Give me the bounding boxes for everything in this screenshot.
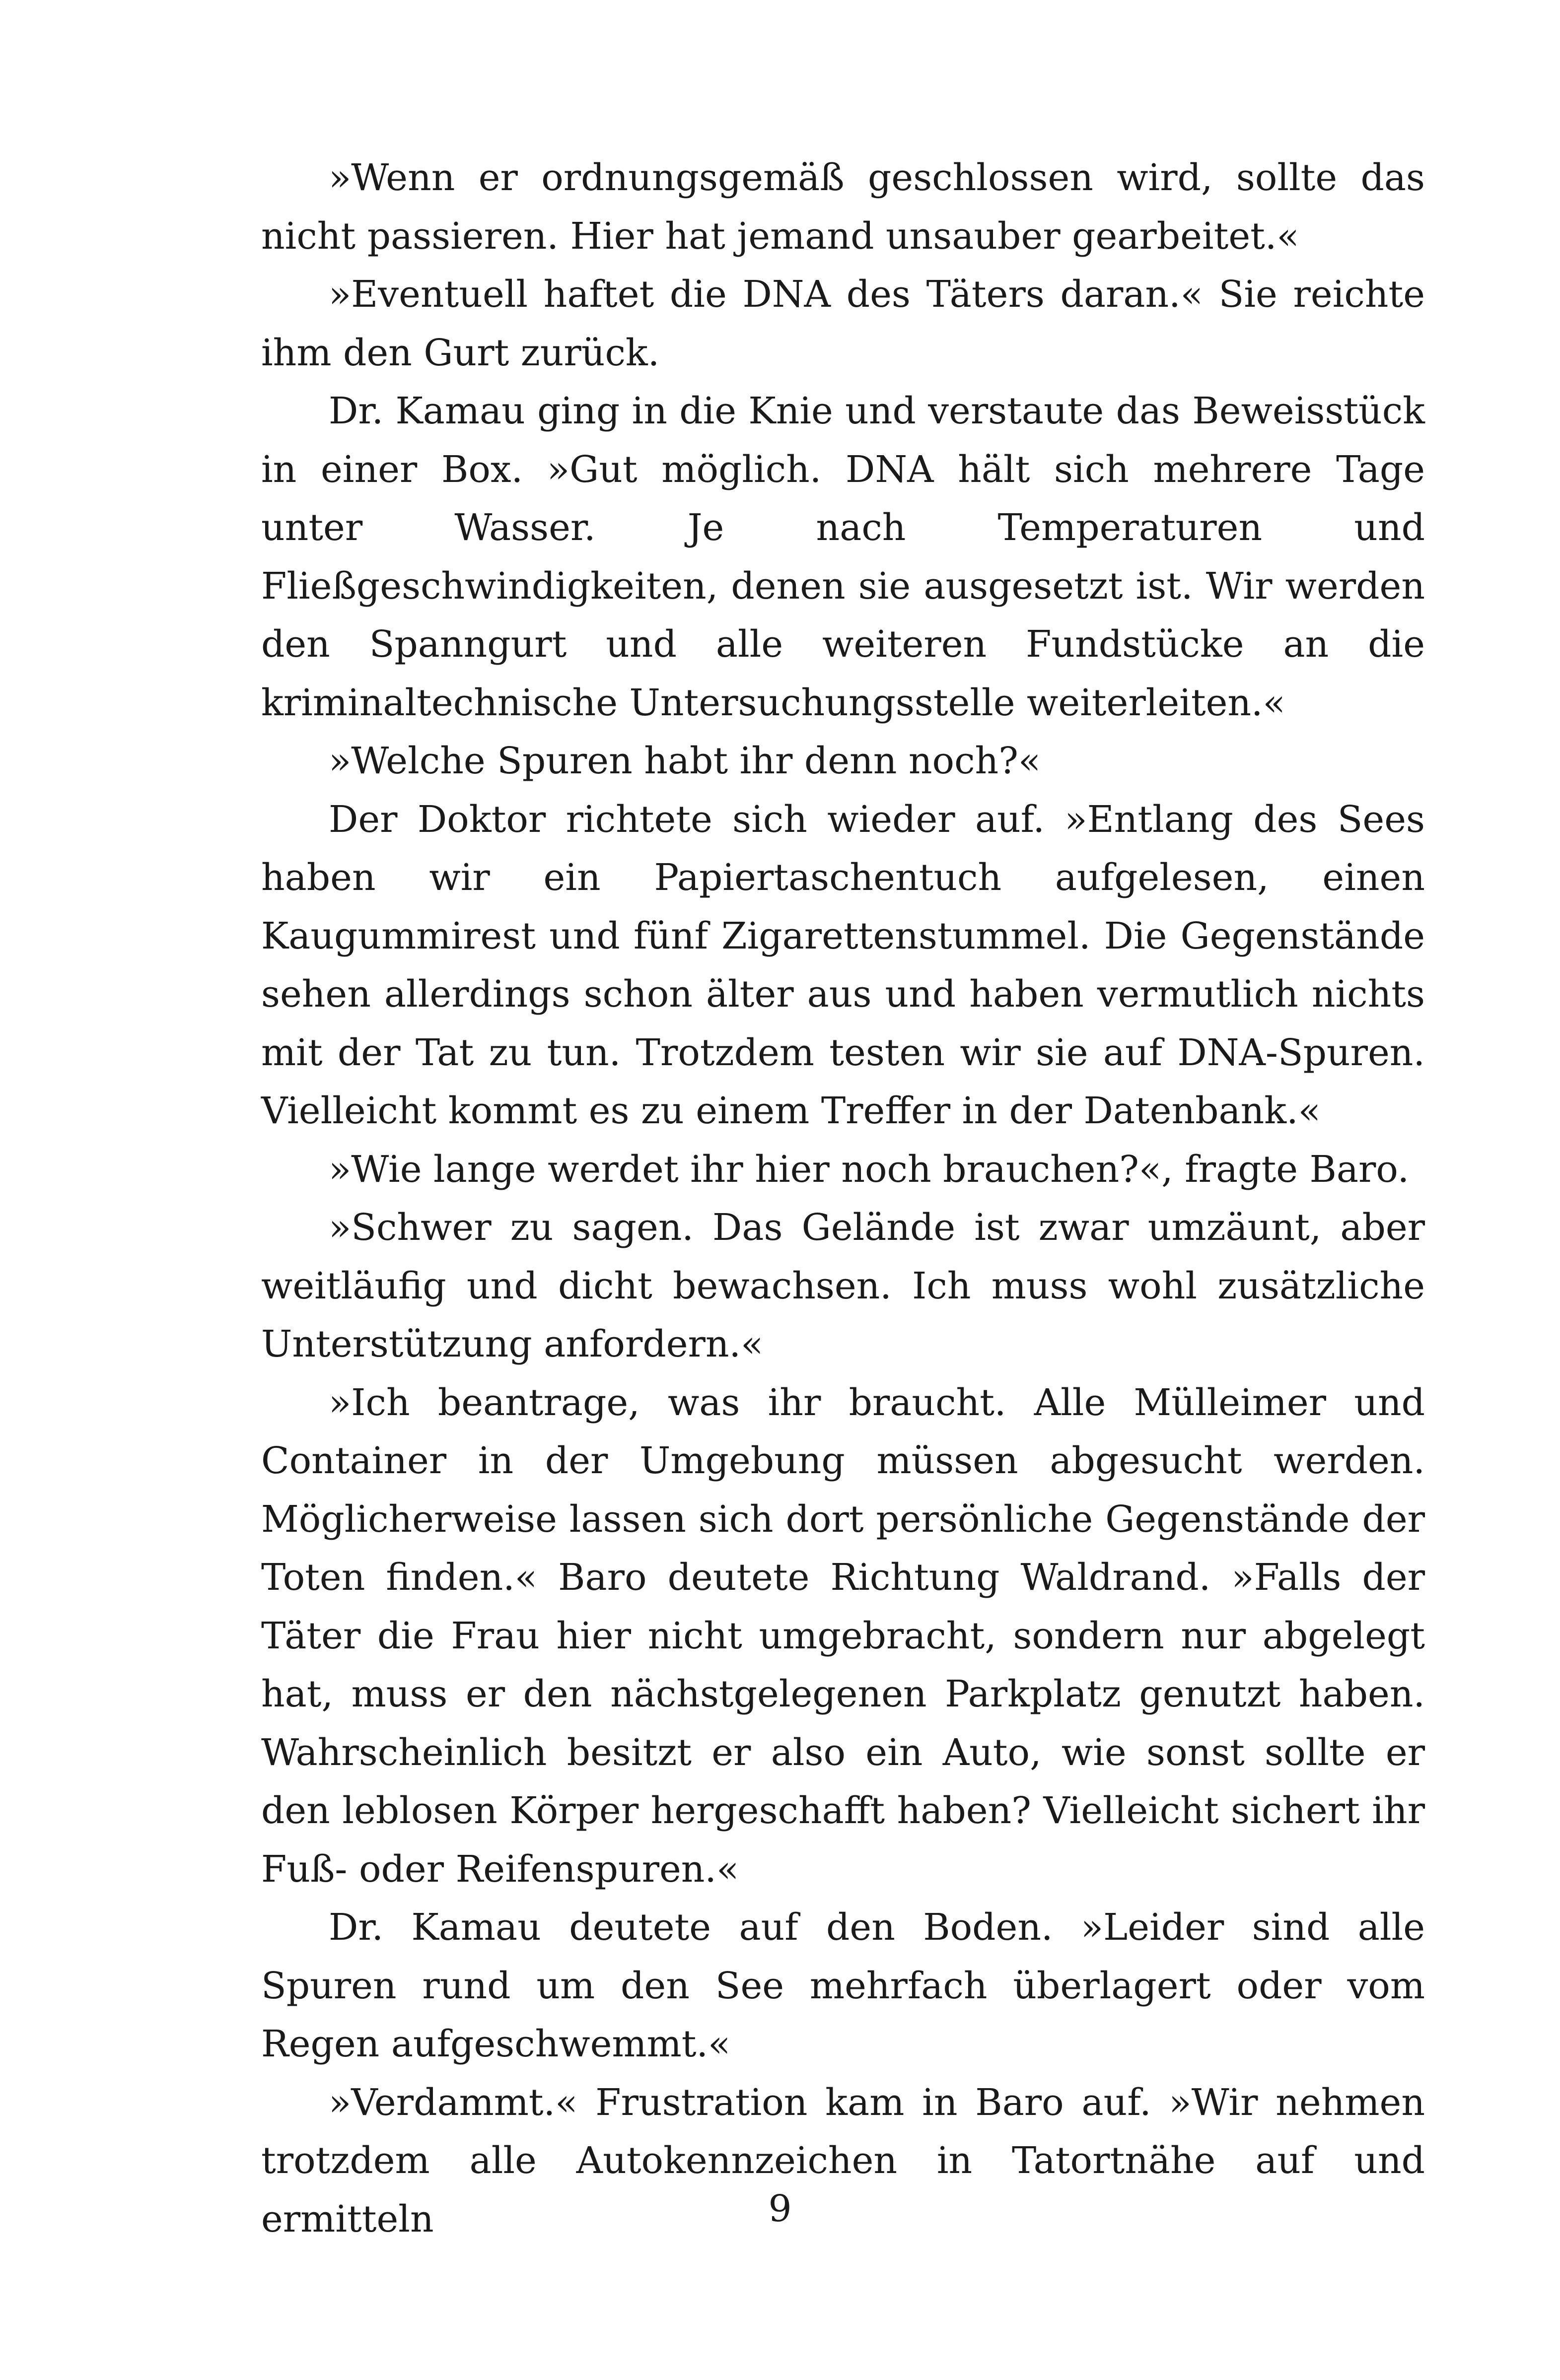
paragraph: Dr. Kamau ging in die Knie und verstaute das Beweisstück in einer Box. »Gut möglich. DNA hält sich mehrere Tage unter Wasser. Je nach Temperaturen und Fließgeschwindigkeiten, denen sie ausgesetzt ist. Wir werden den Spanngurt und alle weiteren Fundstücke an die kriminaltechnische Untersuchungsstelle weiterleiten.« [261, 390, 1425, 724]
paragraph: »Wenn er ordnungsgemäß geschlossen wird, sollte das nicht passieren. Hier hat jemand unsauber gearbeitet.« [261, 156, 1425, 258]
paragraph: »Wie lange werdet ihr hier noch brauchen?«, fragte Baro. [329, 1148, 1410, 1191]
paragraph: »Eventuell haftet die DNA des Täters daran.« Sie reichte ihm den Gurt zurück. [261, 273, 1425, 374]
paragraph: »Schwer zu sagen. Das Gelände ist zwar umzäunt, aber weitläufig und dicht bewachsen. Ich muss wohl zusätzliche Unterstützung anfordern.« [261, 1206, 1425, 1365]
paragraph: Dr. Kamau deutete auf den Boden. »Leider sind alle Spuren rund um den See mehrfach überlagert oder vom Regen aufgeschwemmt.« [261, 1906, 1425, 2065]
paragraph: »Welche Spuren habt ihr denn noch?« [329, 740, 1041, 782]
body-text [261, 149, 1425, 2248]
page-number: 9 [768, 2187, 792, 2230]
paragraph: »Verdammt.« Frustration kam in Baro auf. »Wir nehmen trotzdem alle Autokennzeichen in Tatortnähe auf und ermitteln [261, 2081, 1425, 2241]
paragraph: »Ich beantrage, was ihr braucht. Alle Mülleimer und Container in der Umgebung müssen abgesucht werden. Möglicherweise lassen sich dort persönliche Gegenstände der Toten finden.« Baro deutete Richtung Waldrand. »Falls der Täter die Frau hier nicht umgebracht, sondern nur abgelegt hat, muss er den nächstgelegenen Parkplatz genutzt haben. Wahrscheinlich besitzt er also ein Auto, wie sonst sollte er den leblosen Körper hergeschafft haben? Vielleicht sichert ihr Fuß- oder Reifenspuren.« [261, 1381, 1425, 1891]
paragraph: Der Doktor richtete sich wieder auf. »Entlang des Sees haben wir ein Papiertaschentuch aufgelesen, einen Kaugummirest und fünf Zigarettenstummel. Die Gegenstände sehen allerdings schon älter aus und haben vermutlich nichts mit der Tat zu tun. Trotzdem testen wir sie auf DNA-Spuren. Vielleicht kommt es zu einem Treffer in der Datenbank.« [261, 798, 1425, 1132]
